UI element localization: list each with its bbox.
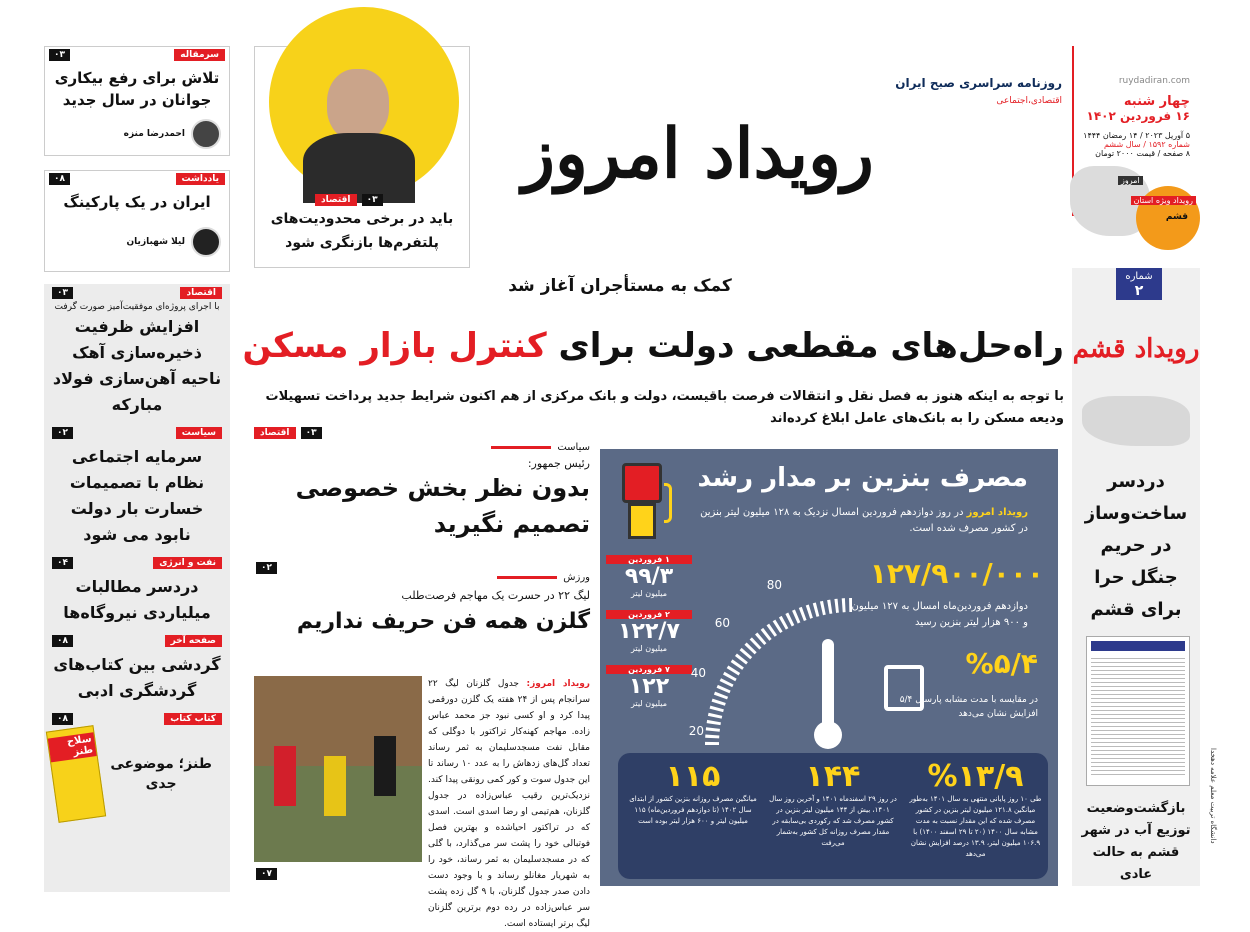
- masthead-subtagline: اقتصادی،اجتماعی: [996, 96, 1062, 106]
- masthead-logo[interactable]: [478, 94, 918, 215]
- sec1-title[interactable]: افزایش ظرفیت ذخیره‌سازی آهک ناحیه آهن‌سازی فولاد مبارکه: [52, 317, 222, 414]
- stat-text: طی ۱۰ روز پایانی منتهی به سال ۱۴۰۱ به‌طور میانگین ۱۲۱.۸ میلیون لیتر بنزین در کشور مصرف شده که این مقدار نسبت به مدت مشابه سال ۱۴۰۰ (۲۰ تا ۲۹ اسفند ۱۴۰۰) با ۱۰۶.۹ میلیون لیتر، ۱۳.۹ درصد افزایش نشان می‌دهد: [909, 795, 1042, 858]
- day-value: ۹۹/۳: [624, 564, 674, 589]
- info-growth-caption: در مقایسه با مدت مشابه پارسال ۵/۴ افزایش نشان می‌دهد: [899, 695, 1038, 719]
- headline-black: راه‌حل‌های مقطعی دولت برای: [558, 326, 1064, 366]
- editorial-tag: سرمقاله: [174, 49, 225, 61]
- map-label-special: رویداد ویژه استان: [1131, 196, 1196, 205]
- info-title: مصرف بنزین بر مدار رشد: [697, 463, 1028, 493]
- day-card: [606, 610, 692, 653]
- masthead-tagline: روزنامه سراسری صبح ایران: [895, 76, 1062, 90]
- main-page: ۰۳: [301, 427, 322, 439]
- sec2-title[interactable]: سرمایه اجتماعی نظام با تصمیمات خسارت بار دولت نابود می شود: [69, 447, 205, 544]
- day-card: [606, 665, 692, 708]
- day-unit: میلیون لیتر: [631, 644, 667, 653]
- info-subtitle: در روز دوازدهم فروردین امسال نزدیک به ۱۲۸ میلیون لیتر بنزین در کشور مصرف شده است.: [700, 507, 1028, 534]
- top-story-headline[interactable]: باید در برخی محدودیت‌های پلتفرم‌ها بازنگری شود: [270, 211, 454, 251]
- stat-value: ۱۴۴: [805, 759, 861, 794]
- note-author: لیلا شهبازیان: [126, 237, 185, 247]
- note-page: ۰۸: [49, 173, 70, 185]
- section-rule: [491, 446, 551, 449]
- sports-title[interactable]: گلزن همه فن حریف نداریم: [296, 609, 590, 634]
- info-brand: رویداد امروز: [966, 507, 1028, 518]
- logo-text: رویداد امروز: [522, 114, 874, 194]
- day-value: ۱۲۲/۷: [618, 619, 680, 644]
- fuel-infographic: [600, 449, 1058, 886]
- map-label-today: امروز: [1118, 176, 1143, 185]
- sec3-tag: نفت و انرژی: [153, 557, 222, 569]
- sec4-tag: صفحه آخر: [165, 635, 222, 647]
- stat-value: ۱۱۵: [665, 759, 721, 794]
- main-lead: با توجه به اینکه هنوز به فصل نقل و انتقالات فرصت باقیست، دولت و بانک مرکزی از هم اکنون شرایط جدید پرداخت تسهیلات ودیعه مسکن را به بانک‌های عامل ابلاغ کرده‌اند: [265, 389, 1064, 426]
- editorial-author: احمدرضا منزه: [123, 129, 185, 139]
- supplement-label: شماره: [1125, 271, 1153, 282]
- sports-kicker: لیگ ۲۲ در حسرت یک مهاجم فرصت‌طلب: [401, 589, 590, 602]
- sec2-tag: سیاست: [176, 427, 222, 439]
- supplement-logo[interactable]: رویداد قشم: [1072, 334, 1200, 364]
- sec1-tag: اقتصاد: [180, 287, 222, 299]
- info-growth: %۵/۴: [965, 647, 1038, 680]
- note-box[interactable]: [44, 170, 230, 272]
- stat-card: [903, 753, 1048, 879]
- gauge-tick: 80: [766, 578, 782, 592]
- stat-text: در روز ۲۹ اسفندماه ۱۴۰۱ و آخرین روز سال ۱۴۰۱، بیش از ۱۴۴ میلیون لیتر بنزین در کشور مصرف شد که رکوردی بی‌سابقه در مقدار مصرف روزانه کل کشور به‌شمار می‌رفت: [769, 795, 897, 847]
- sec3-title[interactable]: دردسر مطالبات میلیاردی نیروگاه‌ها: [63, 577, 211, 622]
- top-story-page: ۰۳: [362, 194, 383, 206]
- editorial-title[interactable]: تلاش برای رفع بیکاری جوانان در سال جدید: [54, 69, 220, 109]
- date-fa: ۱۶ فروردین ۱۴۰۲: [1086, 109, 1190, 123]
- sec5-page: ۰۸: [52, 713, 73, 725]
- left-column: [44, 46, 230, 892]
- main-tag: اقتصاد: [254, 427, 296, 439]
- section-rule: [497, 576, 557, 579]
- politics-page: ۰۲: [256, 562, 277, 574]
- stat-value: %۱۳/۹: [927, 759, 1024, 794]
- headline-red: کنترل بازار مسکن: [242, 326, 547, 366]
- day-label: ۱ فروردین: [606, 555, 692, 564]
- sports-body-wrap: [428, 676, 590, 932]
- info-big-caption: دوازدهم فروردین‌ماه امسال به ۱۲۷ میلیون و ۹۰۰ هزار لیتر بنزین رسید: [851, 601, 1028, 628]
- weekday: چهار شنبه: [1123, 94, 1190, 109]
- iran-map: [1080, 166, 1193, 248]
- author-avatar: [191, 227, 221, 257]
- book-cover: [46, 725, 107, 823]
- map-label-city: قشم: [1165, 212, 1188, 222]
- politics-kicker: رئیس جمهور:: [527, 457, 590, 470]
- main-kicker: کمک به مستأجران آغاز شد: [508, 276, 732, 296]
- politics-title[interactable]: بدون نظر بخش خصوصی تصمیم نگیرید: [295, 474, 590, 538]
- main-headline[interactable]: [242, 318, 1064, 374]
- sec4-title[interactable]: گردشی بین کتاب‌های گردشگری ادبی: [53, 655, 221, 700]
- sec4-page: ۰۸: [52, 635, 73, 647]
- author-avatar: [191, 119, 221, 149]
- pages-price: ۸ صفحه / قیمت ۲۰۰۰ تومان: [1095, 149, 1190, 158]
- sports-section: ورزش: [563, 572, 590, 583]
- stats-panel: [618, 753, 1048, 879]
- left-sections: [44, 284, 230, 892]
- day-label: ۲ فروردین: [606, 610, 692, 619]
- top-story-box[interactable]: [254, 46, 470, 268]
- story-sports[interactable]: [254, 572, 591, 929]
- speed-gauge: [688, 559, 892, 759]
- sec5-title[interactable]: طنز؛ موضوعی جدی: [110, 756, 212, 792]
- day-label: ۷ فروردین: [606, 665, 692, 674]
- masthead-info: [1080, 76, 1193, 266]
- sports-body: جدول گلزنان لیگ ۲۲ سرانجام پس از ۲۴ هفته یک گلزن دورقمی پیدا کرد و او کسی نبود جز محمد عباس زاده. مهاجم کهنه‌کار تراکتور با دوگلی که مقابل نفت مسجدسلیمان به ثمر رساند تعداد گل‌های زدهاش را به عدد ۱۰ رساند تا این جدول سوت و کور کمی رونقی پیدا کند. نزدیک‌ترین رقیب عباس‌زاده در جدول گلزنان، هم‌تیمی او رضا اسدی است. اسدی که در تراکتور احیاشده و بهترین فصل فوتبالی خود را پشت سر می‌گذارد، با گلی که در مسجدسلیمان به ثمر رساند، خود را به شهریار مغانلو رساند و با وجود دست دادن صدر جدول گلزنان، با ۹ گل زده پشت سر عباس‌زاده در رده دوم برترین گلزنان لیگ برتر ایستاده است.: [428, 679, 591, 929]
- info-big-number: ۱۲۷/۹۰۰/۰۰۰: [869, 557, 1044, 590]
- day-unit: میلیون لیتر: [631, 699, 667, 708]
- sec3-page: ۰۴: [52, 557, 73, 569]
- stat-text: میانگین مصرف روزانه بنزین کشور از ابتدای سال ۱۴۰۲ (تا دوازدهم فروردین‌ماه) ۱۱۵ میلیون لیتر و ۶۰۰ هزار لیتر بوده است: [629, 795, 757, 825]
- gauge-tick: 20: [688, 724, 704, 738]
- gauge-tick: 40: [690, 666, 706, 680]
- gauge-tick: 60: [714, 616, 730, 630]
- island-map: [1082, 396, 1190, 446]
- daily-list: [606, 555, 692, 708]
- story-politics[interactable]: [254, 442, 590, 572]
- issue-number: شماره ۱۵۹۲ / سال ششم: [1103, 140, 1190, 149]
- top-story-tag: اقتصاد: [315, 194, 357, 206]
- info-subtitle-wrap: [698, 505, 1028, 537]
- supplement-number: ۲: [1134, 283, 1144, 299]
- sec5-tag: کتاب کتاب: [164, 713, 222, 725]
- gauge-hub: [814, 721, 842, 749]
- fuel-pump-icon: [622, 463, 674, 539]
- side-label: دانشگاه تربیت معلم علامه دهخدا: [1209, 748, 1217, 844]
- sec1-page: ۰۳: [52, 287, 73, 299]
- side-label-wrap: [1208, 706, 1218, 886]
- note-title[interactable]: ایران در یک پارکینگ: [63, 193, 211, 211]
- day-unit: میلیون لیتر: [631, 589, 667, 598]
- day-card: [606, 555, 692, 598]
- day-value: ۱۲۲: [628, 674, 670, 699]
- right-story-2[interactable]: بازگشت‌وضعیت توزیع آب در شهر قشم به حالت عادی: [1081, 801, 1191, 882]
- stat-card: [763, 753, 903, 879]
- masthead-logo-area: [478, 46, 1072, 268]
- date-intl: ۵ آوریل ۲۰۲۳ / ۱۴ رمضان ۱۴۴۴: [1083, 131, 1190, 140]
- sec1-kicker: با اجرای پروژه‌ای موفقیت‌آمیز صورت گرفت: [54, 302, 220, 312]
- sports-page: ۰۷: [256, 868, 277, 880]
- sports-photo: [254, 676, 422, 862]
- right-story-1[interactable]: دردسر ساخت‌وساز در حریم جنگل حرا برای قشم: [1084, 471, 1188, 620]
- supplement-thumbnail[interactable]: [1086, 636, 1190, 786]
- book-title: سلاح طنز: [48, 732, 97, 762]
- right-column: [1072, 268, 1200, 886]
- sports-byline: رویداد امروز:: [526, 679, 590, 689]
- note-tag: یادداشت: [176, 173, 225, 185]
- stat-card: [623, 753, 763, 879]
- editorial-page: ۰۳: [49, 49, 70, 61]
- supplement-badge: [1116, 268, 1162, 300]
- sec2-page: ۰۲: [52, 427, 73, 439]
- editorial-box[interactable]: [44, 46, 230, 156]
- site-url[interactable]: ruydadiran.com: [1118, 76, 1190, 86]
- politics-section: سیاست: [557, 442, 590, 453]
- top-story-photo: [269, 47, 459, 197]
